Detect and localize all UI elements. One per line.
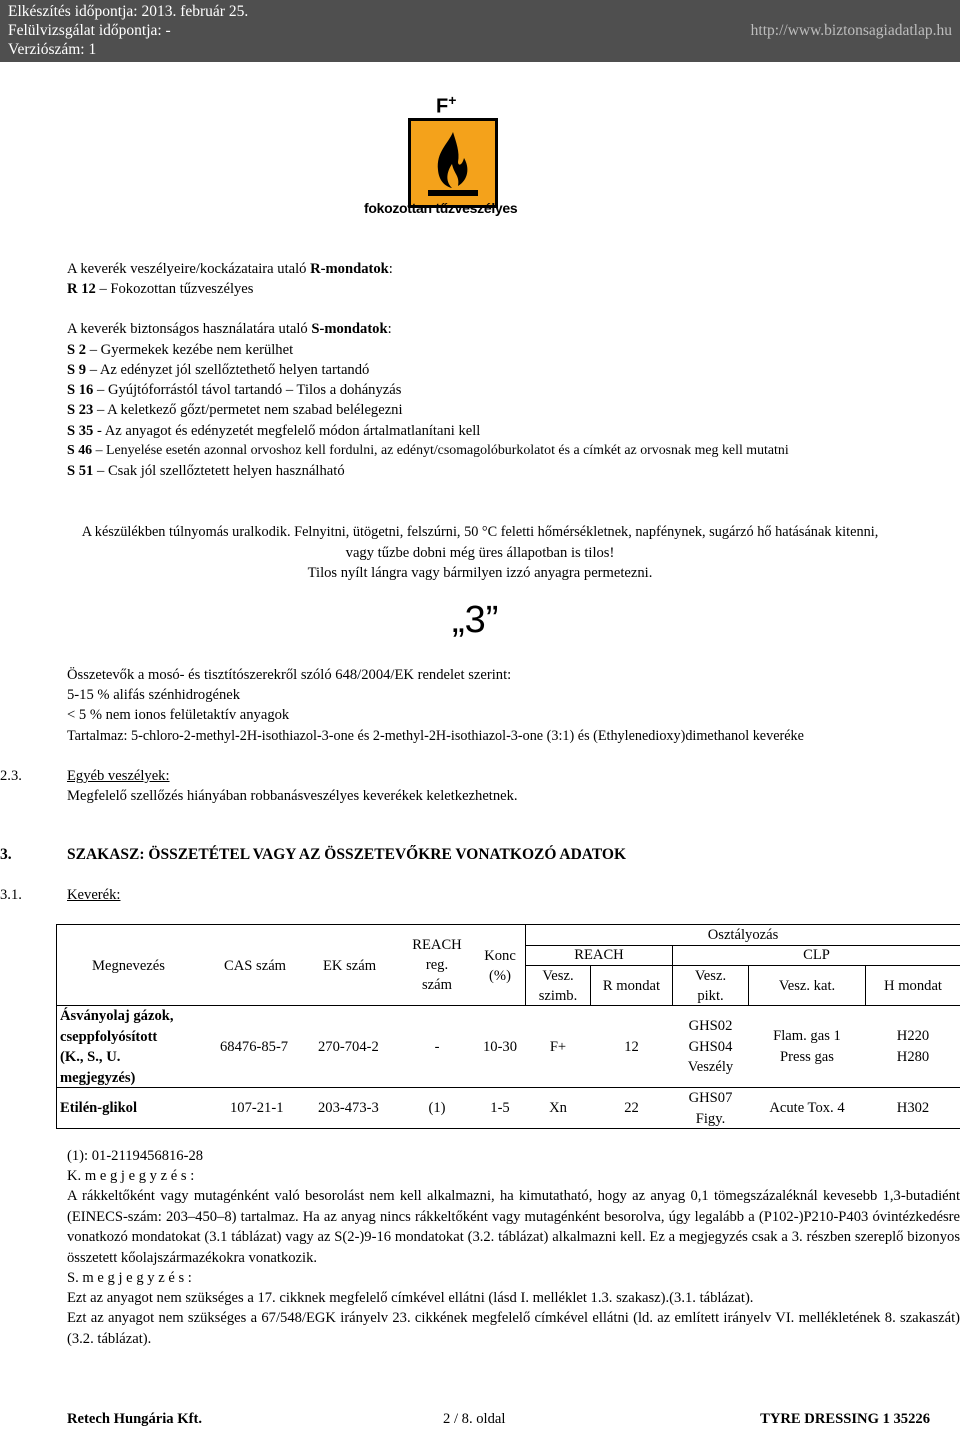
col-header-reach-group: REACH <box>574 947 624 963</box>
cell-kat: Flam. gas 1 Press gas <box>773 1028 841 1065</box>
pressure-warning <box>0 522 960 584</box>
other-hazards-text: Megfelelő szellőzés hiányában robbanásveszélyes keverékek keletkezhetnek. <box>67 788 518 804</box>
ingredients-line: < 5 % nem ionos felületaktív anyagok <box>67 707 290 723</box>
s-phrase-item: S 23 – A keletkező gőzt/permetet nem szabad belélegezni <box>67 402 403 418</box>
cell-h: H302 <box>896 1100 930 1116</box>
col-header-symbol: Vesz. szimb. <box>538 968 578 1004</box>
section-title: Egyéb veszélyek: <box>67 768 170 784</box>
cell-kat: Acute Tox. 4 <box>769 1100 845 1116</box>
reach-reg-note: (1): 01-2119456816-28 <box>67 1148 204 1164</box>
s-phrase-item: S 51 – Csak jól szellőztetett helyen használható <box>67 463 345 479</box>
ingredients-title: Összetevők a mosó- és tisztítószerekről szóló 648/2004/EK rendelet szerint: <box>67 667 512 683</box>
cell-ek: 270-704-2 <box>318 1039 379 1055</box>
review-date: Felülvizsgálat időpontja: - <box>8 22 171 39</box>
section-number: 3.1. <box>0 887 22 903</box>
col-header-name: Megnevezés <box>92 958 165 974</box>
section-title: Keverék: <box>67 887 121 903</box>
col-header-pikt: Vesz. pikt. <box>694 968 727 1004</box>
cell-r: 22 <box>624 1100 639 1116</box>
note-s-text-2: Ezt az anyagot nem szükséges a 67/548/EGK irányelv 23. cikkének megfelelő címkével ellátni (ld. az említett irányelv VI. mellékletének 8. szakaszát) (3.2. táblázat). <box>67 1310 960 1347</box>
note-s-text-1: Ezt az anyagot nem szükséges a 17. cikknek megfelelő címkével ellátni (lásd I. melléklet 1.3. szakasz).(3.1. táblázat). <box>67 1290 754 1306</box>
aerosol-symbol: „3” <box>452 599 499 641</box>
s-phrase-item: S 16 – Gyújtóforrástól távol tartandó – Tilos a dohányzás <box>67 382 402 398</box>
cell-name: Etilén-glikol <box>60 1100 138 1116</box>
version: Verziószám: 1 <box>8 41 97 58</box>
cell-h: H220 H280 <box>896 1028 930 1065</box>
cell-pikt: GHS07 Figy. <box>688 1090 733 1127</box>
warning-line-3: Tilos nyílt lángra vagy bármilyen izzó anyagra permetezni. <box>307 565 653 581</box>
section-number: 2.3. <box>0 768 22 784</box>
ingredients-line: Tartalmaz: 5-chloro-2-methyl-2H-isothiazol-3-one és 2-methyl-2H-isothiazol-3-one (3:1) és (Ethylenedioxy)dimethanol keveréke <box>67 728 804 744</box>
section-number: 3. <box>0 846 12 863</box>
footer-product: TYRE DRESSING 1 35226 <box>760 1411 930 1427</box>
col-header-kat: Vesz. kat. <box>778 978 836 994</box>
r-phrase-item: R 12 – Fokozottan tűzveszélyes <box>67 281 254 297</box>
col-header-ek: EK szám <box>323 958 377 974</box>
note-k-title: K. m e g j e g y z é s : <box>67 1168 195 1184</box>
website-link[interactable]: http://www.biztonsagiadatlap.hu <box>750 22 952 39</box>
warning-line-2: vagy tűzbe dobni még üres állapotban is tilos! <box>345 544 615 561</box>
cell-r: 12 <box>624 1039 639 1055</box>
col-header-reach: REACH reg. szám <box>412 937 462 993</box>
pictogram-caption: fokozottan tűzveszélyes <box>364 200 518 216</box>
header-bar <box>0 0 960 62</box>
col-header-konc: Konc (%) <box>484 948 516 984</box>
col-header-hmondat: H mondat <box>884 978 942 994</box>
s-phrase-item: S 2 – Gyermekek kezébe nem kerülhet <box>67 342 294 358</box>
footer-company: Retech Hungária Kft. <box>67 1411 202 1427</box>
hazard-pictogram <box>360 86 550 220</box>
warning-line-1: A készülékben túlnyomás uralkodik. Felnyitni, ütögetni, felszúrni, 50 °C feletti hőmérsékletnek, napfénynek, sugárzó hő hatásának kitenni, <box>81 524 879 540</box>
cell-pikt: GHS02 GHS04 Veszély <box>687 1018 734 1075</box>
footer-page: 2 / 8. oldal <box>443 1411 506 1427</box>
cell-symbol: F+ <box>549 1039 567 1055</box>
section-heading: SZAKASZ: ÖSSZETÉTEL VAGY AZ ÖSSZETEVŐKRE VONATKOZÓ ADATOK <box>67 846 627 863</box>
s-phrase-item: S 9 – Az edényzet jól szellőztethető helyen tartandó <box>67 362 370 378</box>
cell-cas: 68476-85-7 <box>220 1039 289 1055</box>
note-k-text: A rákkeltőként vagy mutagénként való besorolást nem kell alkalmazni, ha kimutatható, hogy az anyag 0,1 tömegszázaléknál kevesebb 1,3-butadiént (EINECS-szám: 203–450–8) tartalmaz. Ha az anyag nincs rákkeltőként vagy mutagénként besorolva, úgy legalább a (P102-)P210-P403 óvintézkedésre vonatkozó mondatokat (3.1 táblázat) vagy az S(2-)9-16 mondatokat (3.2. táblázat) alkalmazni kell. Ez a megjegyzés csak a 3. részben szereplő bizonyos összetett kőolajszármazékokra vonatkozik. <box>67 1188 960 1266</box>
cell-cas: 107-21-1 <box>230 1100 284 1116</box>
cell-reach: - <box>434 1039 440 1055</box>
col-header-clp: CLP <box>803 947 830 963</box>
ingredients-line: 5-15 % alifás szénhidrogének <box>67 687 241 703</box>
s-phrase-item: S 35 - Az anyagot és edényzetét megfelelő módon ártalmatlanítani kell <box>67 423 481 439</box>
r-phrases-intro: A keverék veszélyeire/kockázataira utaló R-mondatok: <box>67 261 393 277</box>
cell-symbol: Xn <box>549 1100 567 1116</box>
cell-ek: 203-473-3 <box>318 1100 379 1116</box>
col-header-class: Osztályozás <box>707 927 779 943</box>
cell-reach: (1) <box>428 1100 446 1116</box>
flame-icon <box>408 118 498 208</box>
created-date: Elkészítés időpontja: 2013. február 25. <box>8 3 249 20</box>
cell-name: Ásványolaj gázok, cseppfolyósított (K., S., U. megjegyzés) <box>60 1008 174 1086</box>
cell-konc: 1-5 <box>490 1100 510 1116</box>
col-header-cas: CAS szám <box>224 958 287 974</box>
col-header-rmondat: R mondat <box>602 978 661 994</box>
note-s-title: S. m e g j e g y z é s : <box>67 1270 192 1286</box>
s-phrase-item: S 46 – Lenyelése esetén azonnal orvoshoz kell fordulni, az edényt/csomagolóburkolatot és a címkét az orvosnak meg kell mutatni <box>67 443 789 458</box>
cell-konc: 10-30 <box>482 1039 518 1055</box>
pictogram-code: F+ <box>436 92 457 118</box>
s-phrases-intro: A keverék biztonságos használatára utaló S-mondatok: <box>67 321 392 337</box>
